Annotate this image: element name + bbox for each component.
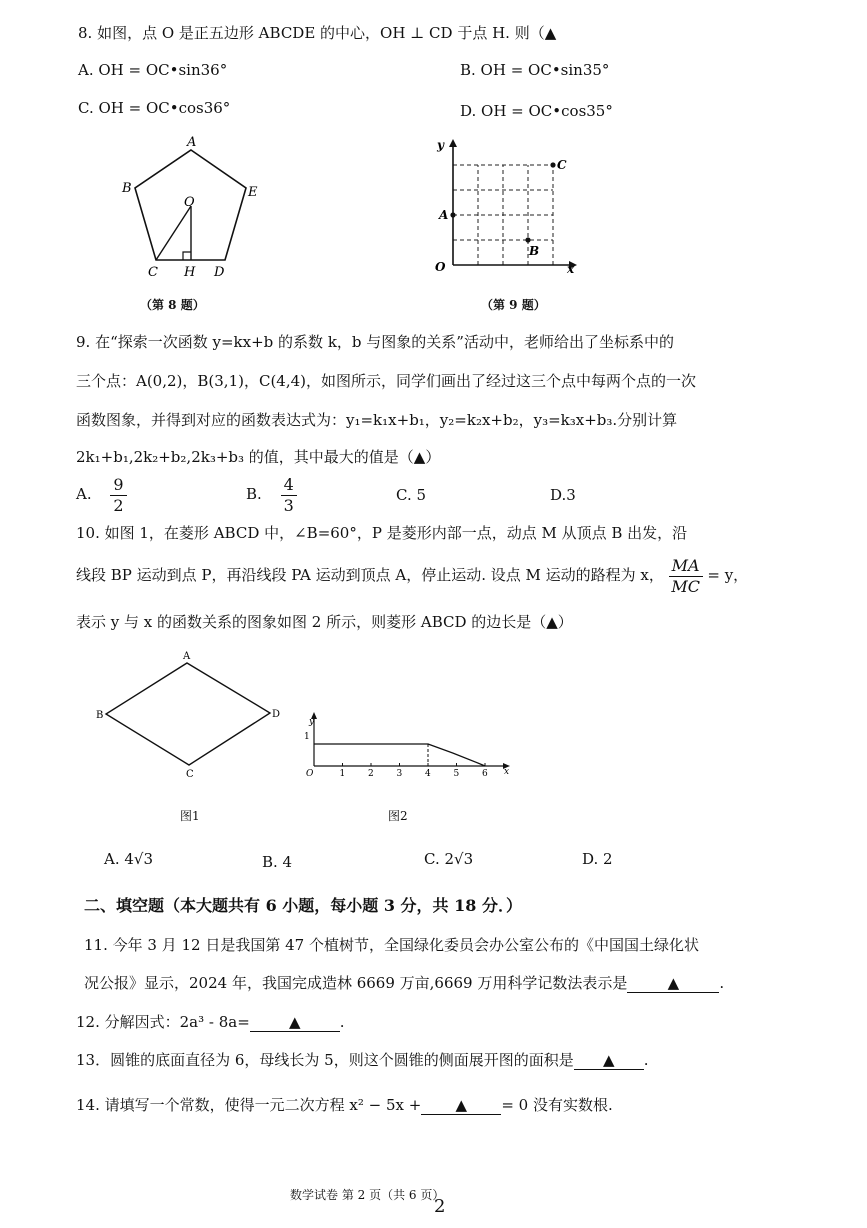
q9-point-c <box>550 162 555 167</box>
q10-function-graph <box>300 710 520 780</box>
q10-graph-label-one: 1 <box>304 732 310 742</box>
q8-option-a: A. OH = OC•sin36° <box>78 61 228 79</box>
label-h: H <box>184 265 196 280</box>
q10-option-b: B. 4 <box>262 853 293 871</box>
q12-answer-blank[interactable]: ▲ <box>250 1013 340 1032</box>
q10-line-3: 表示 y 与 x 的函数关系的图象如图 2 所示，则菱形 ABCD 的边长是（▲） <box>76 613 573 631</box>
label-c: C <box>148 265 158 280</box>
q8-option-b: B. OH = OC•sin35° <box>460 61 610 79</box>
label-b: B <box>122 181 132 196</box>
rhombus-shape <box>106 663 270 765</box>
q10-fraction: $\frac{MA}{MC}$ <box>669 556 703 597</box>
q9-line-2: 三个点：A(0,2)，B(3,1)，C(4,4)，如图所示，同学们画出了经过这三个点中每两个点的一次 <box>76 372 697 390</box>
q10-option-a: A. 4√3 <box>104 850 154 868</box>
q9-y-arrow <box>449 139 457 147</box>
q9-option-b-fraction: $\frac{4}{3}$ <box>281 475 297 516</box>
q9-point-b <box>525 237 530 242</box>
rhombus-label-c: C <box>186 769 194 780</box>
label-a: A <box>187 135 197 150</box>
q10-option-c: C. 2√3 <box>424 850 474 868</box>
q10-graph-tick-label: 2 <box>368 769 374 779</box>
q9-label-y: y <box>437 138 444 152</box>
q9-line-3: 函数图象，并得到对应的函数表达式为：y₁=k₁x+b₁，y₂=k₂x+b₂，y₃=k₃x+b₃.分别计算 <box>76 411 678 429</box>
q9-label-x: x <box>567 262 575 275</box>
q8-pentagon-figure <box>110 130 280 280</box>
q10-rhombus-figure <box>90 645 290 785</box>
label-d: D <box>214 265 225 280</box>
rhombus-label-b: B <box>96 710 104 721</box>
q9-option-c: C. 5 <box>396 486 427 504</box>
page-footer: 数学试卷 第 2 页（共 6 页） <box>290 1188 445 1202</box>
q9-label-origin: O <box>435 260 446 274</box>
q9-line-1: 9. 在“探索一次函数 y=kx+b 的系数 k，b 与图象的关系”活动中，老师给出了坐标系中的 <box>76 333 674 351</box>
q9-option-d: D.3 <box>550 486 576 504</box>
q10-graph-tick-label: 5 <box>453 769 460 779</box>
q11-answer-blank[interactable]: ▲ <box>627 974 719 993</box>
q9-option-b: B. $\frac{4}{3}$ <box>246 472 297 516</box>
q10-graph-curve <box>314 744 485 766</box>
q8-option-d: D. OH = OC•cos35° <box>460 102 613 120</box>
q10-graph-tick-label: 4 <box>425 769 431 779</box>
page-mark: 2 <box>434 1196 446 1217</box>
right-angle-mark <box>183 252 191 260</box>
q13-answer-blank[interactable]: ▲ <box>574 1051 644 1070</box>
q10-graph-tick-label: 1 <box>339 769 346 779</box>
q9-point-label-c: C <box>557 158 567 172</box>
q9-option-a: A. $\frac{9}{2}$ <box>76 472 127 516</box>
q8-stem: 8. 如图，点 O 是正五边形 ABCDE 的中心，OH ⊥ CD 于点 H. 则（▲ <box>78 24 557 42</box>
q9-grid-chart <box>425 135 585 275</box>
section-2-heading: 二、填空题（本大题共有 6 小题，每小题 3 分，共 18 分．） <box>84 896 522 915</box>
q14-line: 14. 请填写一个常数，使得一元二次方程 x² − 5x + ▲ = 0 没有实数根. <box>76 1096 613 1114</box>
q9-point-label-b: B <box>529 244 540 258</box>
label-o: O <box>184 195 195 210</box>
q9-point-a <box>450 212 455 217</box>
q11-line-2: 况公报》显示，2024 年，我国完成造林 6669 万亩,6669 万用科学记数法表示是 ▲ . <box>84 974 725 992</box>
q11-line-1: 11. 今年 3 月 12 日是我国第 47 个植树节，全国绿化委员会办公室公布的《中国国土绿化状 <box>84 936 699 954</box>
q13-line: 13．圆锥的底面直径为 6，母线长为 5，则这个圆锥的侧面展开图的面积是 ▲ . <box>76 1051 649 1069</box>
q10-line-2: 线段 BP 运动到点 P，再沿线段 PA 运动到顶点 A，停止运动. 设点 M 运动的路程为 x， $\frac{MA}{MC}$ = y， <box>76 555 749 596</box>
q10-fig2-caption: 图2 <box>388 809 408 823</box>
q10-graph-label-x: x <box>504 767 510 777</box>
q10-option-d: D. 2 <box>582 850 613 868</box>
rhombus-label-a: A <box>183 651 191 662</box>
q10-graph-tick-label: 3 <box>396 769 403 779</box>
q10-graph-label-y: y <box>309 717 315 727</box>
q9-point-label-a: A <box>439 208 449 222</box>
q10-graph-label-origin: O <box>306 769 314 779</box>
rhombus-label-d: D <box>272 709 281 720</box>
q12-line: 12. 分解因式：2a³ - 8a= ▲ . <box>76 1013 345 1031</box>
q8-option-c: C. OH = OC•cos36° <box>78 99 231 117</box>
q9-line-4: 2k₁+b₁,2k₂+b₂,2k₃+b₃ 的值，其中最大的值是（▲） <box>76 448 441 466</box>
q8-fig-caption: （第 8 题） <box>140 298 205 312</box>
q10-line-1: 10. 如图 1，在菱形 ABCD 中，∠B=60°，P 是菱形内部一点，动点 M 从顶点 B 出发，沿 <box>76 524 688 542</box>
q9-option-a-fraction: $\frac{9}{2}$ <box>110 475 126 516</box>
q9-fig-caption: （第 9 题） <box>481 298 546 312</box>
q10-graph-tick-label: 6 <box>482 769 488 779</box>
q10-fig1-caption: 图1 <box>180 809 200 823</box>
label-e: E <box>248 185 258 200</box>
q14-answer-blank[interactable]: ▲ <box>421 1096 501 1115</box>
